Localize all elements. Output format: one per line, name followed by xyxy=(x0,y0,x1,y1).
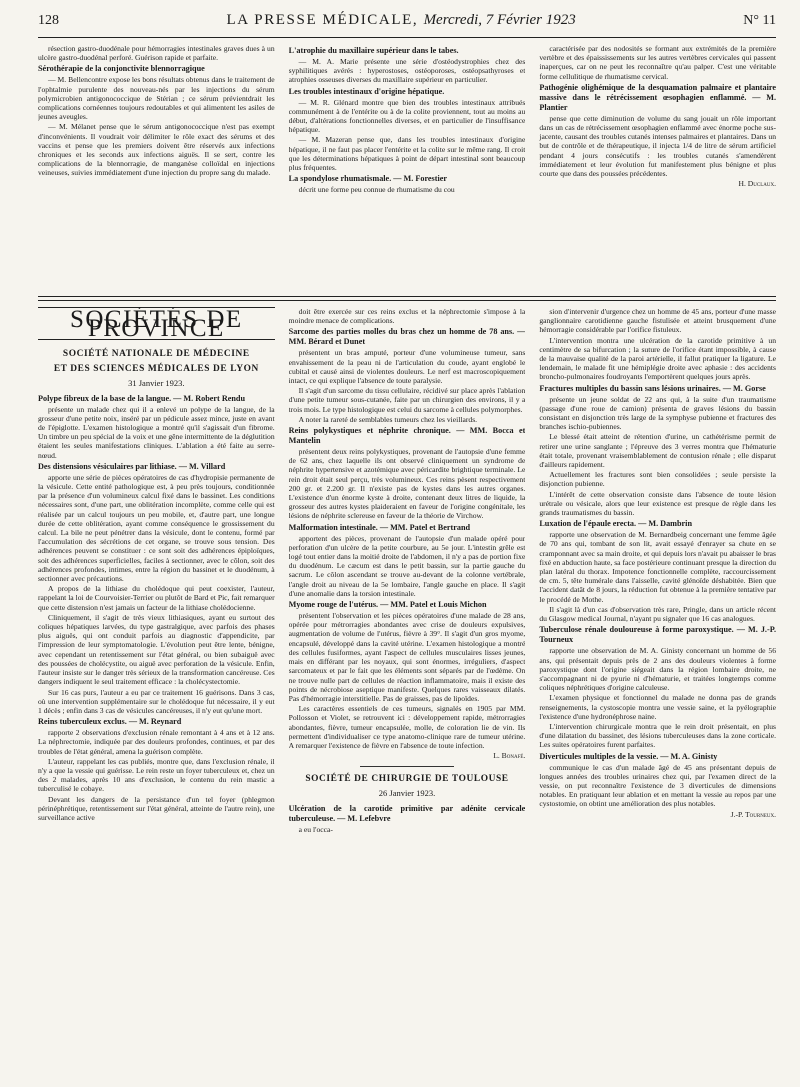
paragraph: présentent deux reins polykystiques, provenant de l'autopsie d'une femme de 62 ans, chez laquelle ils ont observé cliniquement un syndrome de néphrite hypertensive et azotémique avec péricardite brightique terminale. Le rein droit était seul perçu, très volumineux. Ces reins pèsent respectivement 200 gr. et 2.200 gr. Il n'existe pas de kystes dans les autres organes. L'existence d'un énorme kyste à droite, contenant deux litres de liquide, la grosseur des autres kystes plaideraient en faveur de l'origine congénitale, les lésions de néphrite sclereuse en faveur de la théorie de Virchow. xyxy=(288,447,526,521)
paragraph: Les caractères essentiels de ces tumeurs, signalés en 1905 par MM. Pollosson et Violet, se retrouvent ici : développement rapide, métrorragies abondantes, fièvre, tumeur encapsulée, molle, de coloration lie de vin. Ils permettent d'individualiser ce type anatomo-clinique rare de tumeur utérine. A remarquer l'existence de fièvre en l'absence de toute infection. xyxy=(288,704,526,750)
article-heading: Polype fibreux de la base de la langue. — M. Robert Rendu xyxy=(38,393,246,403)
section-banner: SOCIÉTÉS DE PROVINCE xyxy=(38,307,275,340)
bottom-column-2 xyxy=(289,307,526,1087)
article-heading: Malformation intestinale. — MM. Patel et Bertrand xyxy=(288,522,471,532)
society2-date: 26 Janvier 1923. xyxy=(378,788,436,799)
author-signature: H. Duclaux. xyxy=(738,179,776,189)
paragraph: — M. Mazeran pense que, dans les troubles intestinaux d'origine hépatique, il ne faut pas placer l'entérite et la colite sur le même rang. Il croit que les déterminations hépatiques à point de départ intestinal sont beaucoup plus fréquentes. xyxy=(288,135,526,173)
bottom-columns xyxy=(38,307,776,1087)
paragraph: — M. R. Glénard montre que bien des troubles intestinaux attribués communément à de l'entérite ou à de la colite proviennent, tout au moins au début, d'altérations fonctionnelles diverses, et en particulier de l'insuffisance hépatique. xyxy=(288,97,526,135)
journal-name: LA PRESSE MÉDICALE, xyxy=(226,12,419,28)
paragraph: Le blessé était atteint de rétention d'urine, un cathétérisme permit de retirer une urine sanglante ; l'épreuve des 3 verres montra que l'hématurie était totale, provenant vraisemblablement de contusion rénale ; elle disparut d'ailleurs rapidement. xyxy=(539,432,776,470)
bottom-column-3 xyxy=(539,307,776,1087)
column-2-articles-b xyxy=(289,804,526,834)
top-column-3 xyxy=(539,44,776,292)
article-heading: Ulcération de la carotide primitive par adénite cervicale tuberculeuse. — M. Lefebvre xyxy=(288,803,526,823)
column-1-articles xyxy=(38,394,275,823)
article-heading: Des distensions vésiculaires par lithiase. — M. Villard xyxy=(38,461,226,471)
section-separator xyxy=(38,296,776,301)
session-date: 31 Janvier 1923. xyxy=(128,378,185,389)
society2-name: SOCIÉTÉ DE CHIRURGIE DE TOULOUSE xyxy=(305,774,509,785)
paragraph: Cliniquement, il s'agit de très vieux lithiasiques, ayant eu surtout des coliques hépatiques larvées, du type gastralgique, avec parfois des phases plus aiguës, qui ont conduit parfois au diagnostic d'appendicite, par l'impression de leur symptomatologie. L'évolution peut être lente, bénigne, avec cependant un retentissement sur l'état général, ou bien subaiguë avec des poussées de cholécystite, ou aiguë avec perforation de la vésicule. Enfin, l'auteur insiste sur le danger très sérieux de la transformation cancéreuse. Ces dangers indiquent le seul traitement efficace : la cholécystectomie. xyxy=(38,612,275,687)
paragraph: A propos de la lithiase du cholédoque qui peut coexister, l'auteur, rappelant la loi de Courvoisier-Terrier ou plutôt de Bard et Pic, fait remarquer que cette distension n'est jamais un facteur de la lithiase cholédocienne. xyxy=(38,584,275,612)
society-divider xyxy=(360,766,455,767)
paragraph: L'intérêt de cette observation consiste dans l'absence de toute lésion urétrale ou vésicale, alors que leur existence est presque de règle dans les grands traumatismes du bassin. xyxy=(539,489,776,518)
journal-title xyxy=(227,12,576,29)
running-header xyxy=(38,12,776,38)
paragraph: communique le cas d'un malade âgé de 45 ans présentant depuis de longues années des troubles urinaires chez qui, par l'examen direct de la vessie, on put reconnaître l'existence de 3 diverticules de dimensions notables. En pratiquant leur ablation et en mettant la vessie au repos par une cystostomie, on obtint une amélioration des plus notables. xyxy=(539,762,776,809)
society-name-line2: ET DES SCIENCES MÉDICALES DE LYON xyxy=(53,364,259,375)
column-2-articles xyxy=(289,307,526,760)
paragraph: Il s'agit là d'un cas d'observation très rare, Pringle, dans un article récent du Glasgow medical Journal, n'ayant pu signaler que 16 cas analogues. xyxy=(539,604,776,624)
paragraph: présentent l'observation et les pièces opératoires d'une malade de 28 ans, opérée pour métrorragies abondantes avec crise de douleurs expulsives, augmentation de volume de l'utérus, fièvre à 39°. Il s'agit d'un gros myome, encapsulé, développé dans la cavité utérine. L'examen histologique a montré des cellules fusiformes, ayant l'aspect de cellules musculaires lisses jeunes, mais en différant par les noyaux, qui sont énormes, irréguliers, d'aspect sarcomateux et par le fait que les éléments sont séparés par de l'œdème. On ne trouve nulle part de cellules de réaction inflammatoire, mais il existe des points de nécrobiose aseptique manifeste. Quelques rares vaisseaux dilatés. Pas d'hémorragie interstitielle. Pas de graisses, pas de lipoïdes. xyxy=(288,611,526,703)
article-heading: Luxation de l'épaule erecta. — M. Dambrin xyxy=(539,519,692,529)
paragraph: apportent des pièces, provenant de l'autopsie d'un malade opéré pour perforation d'un ulcère de la petite courbure, au 5e jour. L'intestin grêle est logé tout entier dans la moitié droite de l'abdomen, il n'y a pas de portion fixe du duodénum. Le cæcum est dans le petit bassin, sur la partie gauche du sacrum. Le côlon ascendant se trouve au-devant de la colonne vertébrale, l'angle droit au niveau de la 5e lombaire, l'angle gauche en place. Il s'agit d'une anomalie dans la torsion intestinale. xyxy=(288,533,526,598)
society-name-line1: SOCIÉTÉ NATIONALE DE MÉDECINE xyxy=(62,349,250,360)
paragraph: décrit une forme peu connue de rhumatisme du cou xyxy=(298,185,455,195)
paragraph: L'auteur, rappelant les cas publiés, montre que, dans l'exclusion rénale, il n'y a que la vessie qui guérisse. Le rein reste un foyer tuberculeux et, chez un des 2 malades, après 10 ans d'exclusion, le contenu du rein mastic a tuberculisé le cobaye. xyxy=(38,756,275,794)
article-heading: Fractures multiples du bassin sans lésions urinaires. — M. Gorse xyxy=(539,383,766,393)
issue-date: Mercredi, 7 Février 1923 xyxy=(423,12,576,28)
article-heading: Myome rouge de l'utérus. — MM. Patel et Louis Michon xyxy=(288,600,487,610)
top-column-2 xyxy=(289,44,526,292)
paragraph: sion d'intervenir d'urgence chez un homme de 45 ans, porteur d'une masse ganglionnaire carotidienne gauche fistulisée et atteint brusquement d'une hémorragie considérable par l'orifice fistuleux. xyxy=(539,307,776,335)
article-heading: Tuberculose rénale douloureuse à forme paroxystique. — M. J.-P. Tourneux xyxy=(539,625,776,645)
issue-number: N° 11 xyxy=(743,13,776,28)
author-signature: J.-P. Tourneux. xyxy=(730,809,776,819)
paragraph: Actuellement les fractures sont bien consolidées ; seule persiste la disjonction pubienne. xyxy=(539,470,776,489)
article-heading: Sérothérapie de la conjonctivite blennorragique xyxy=(38,64,205,74)
paragraph: rapporte 2 observations d'exclusion rénale remontant à 4 ans et à 12 ans. La néphrectomie, indiquée par des douleurs profondes, continues, et par des troubles de l'état général, amena la guérison complète. xyxy=(38,728,275,756)
article-heading: Diverticules multiples de la vessie. — M. A. Ginisty xyxy=(539,751,718,761)
article-heading: Reins polykystiques et néphrite chronique. — MM. Bocca et Mantelin xyxy=(288,426,526,446)
paragraph: présentent un bras amputé, porteur d'une volumineuse tumeur, sans envahissement de la peau ni de l'articulation du coude, ayant englobé le cubital et causé ainsi de violentes douleurs. Le nerf est macroscopiquement intact, ce qui explique l'absence de toute paralysie. xyxy=(288,348,526,386)
paragraph: rapporte une observation de M. A. Ginisty concernant un homme de 56 ans, qui présentait depuis près de 2 ans des douleurs violentes à forme paroxystique dont l'origine siégeait dans la région lombaire droite, ne s'accompagnant ni de pyurie ni d'hématurie, et traitées longtemps comme coliques néphrétiques d'origine calculeuse. xyxy=(539,646,776,693)
article-heading: Reins tuberculeux exclus. — M. Reynard xyxy=(38,717,182,727)
article-heading: Pathogénie olighémique de la desquamation palmaire et plantaire massive dans le rétrécissement œsophagien enflammé. — M. Plantier xyxy=(539,82,776,112)
top-columns xyxy=(38,38,776,292)
paragraph: — M. A. Marie présente une série d'ostéodystrophies chez des syphilitiques avérés : hyperostoses, ostéoporoses, ostéopsathyroses et atrophies osseuses diverses du maxillaire supérieur en particulier. xyxy=(288,57,526,85)
paragraph: — M. Mélanet pense que le sérum antigonococcique n'est pas exempt d'inconvénients. Il voudrait voir délimiter le rôle exact des sérums et des vaccins et pense que les premiers doivent être réservés aux infections chroniques et les seconds aux infections aiguës. Il se sert, contre les complications de la blennorragie, de manganèse colloïdal en injections veineuses, suivies immédiatement d'une injection du propre sang du malade. xyxy=(38,122,275,178)
paragraph: résection gastro-duodénale pour hémorragies intestinales graves dues à un ulcère gastro-duodénal perforé. Guérison rapide et parfaite. xyxy=(38,44,275,63)
paragraph: doit être exercée sur ces reins exclus et la néphrectomie s'impose à la moindre menace de complications. xyxy=(288,307,526,326)
article-heading: Sarcome des parties molles du bras chez un homme de 78 ans. — MM. Bérard et Dunet xyxy=(288,327,526,347)
paragraph: apporte une série de pièces opératoires de cas d'hydropisie permanente de la vésicule. Cette entité pathologique est, à peu près toujours, conditionnée par la présence d'un volumineux calcul fixé dans le bassinet. Les conditions nécessaires sont, d'une part, une oblitération incomplète, comme celle qui est réalisée par un calcul toujours un peu mobile, et, d'autre part, une longue durée de cette oblitération, ayant comme conséquence le grossissement du calcul. La bile ne peut pénétrer dans la vésicule, dont le contenu, formé par l'accumulation des sécrétions de cet organe, se trouve sous tension. Des adhérences peuvent se constituer : ce sont soit des adhérences épiploïques, soit des adhérences superficielles, faciles à sectionner, avec le côlon, soit des adhérences profondes, intimes, entre la région du bassinet et le duodénum, à sectionner avec précautions. xyxy=(38,472,275,584)
page-number: 128 xyxy=(38,13,59,28)
article-heading: L'atrophie du maxillaire supérieur dans le tabes. xyxy=(288,46,459,55)
paragraph: — M. Bellencontre expose les bons résultats obtenus dans le traitement de l'ophtalmie purulente des nouveau-nés par les injections du sérum polymicrobien antigonococcique de Stérian ; ce sérum prévientdrait les complications cornéennes toujours redoutables et qui alimentent les asiles de jeunes aveugles. xyxy=(38,75,275,122)
paragraph: L'examen physique et fonctionnel du malade ne donna pas de grands renseignements, la cystoscopie montra une vessie saine, et la pyélographie l'existence d'une hydronéphrose naine. xyxy=(539,693,776,721)
paragraph: pense que cette diminution de volume du sang jouait un rôle important dans un cas de rétrécissement œsophagien enflammé avec énorme poche sus-jacente, causant des troubles cutanés intenses palmaires et plantaires. Dans un but de contrôle et de thérapeutique, il injecta 1/4 de litre de sérum artificiel pendant 4 jours consécutifs : les troubles cutanés s'amendèrent immédiatement et leur évolution fut manifestement plus bénigne et plus courte que dans des poussées précédentes. xyxy=(539,113,776,179)
top-column-1 xyxy=(38,44,275,292)
paragraph: a eu l'occa- xyxy=(298,824,333,834)
paragraph: L'intervention montra une ulcération de la carotide primitive à un centimètre de sa bifurcation ; la suture de l'orifice étant impossible, à cause de la mauvaise qualité de la paroi artérielle, il fallut pratiquer la ligature. Le lendemain, le malade fit une hémiplégie droite avec aphasie : des accidents broncho-pulmonaires foudroyants l'emportèrent quelques jours après. xyxy=(539,335,776,382)
author-signature: L. Bonafé. xyxy=(493,751,526,761)
article-heading: La spondylose rhumatismale. — M. Forestier xyxy=(288,174,448,184)
article-heading: Les troubles intestinaux d'origine hépatique. xyxy=(288,86,445,96)
paragraph: rapporte une observation de M. Bernardbeig concernant une femme âgée de 70 ans qui, tombant de son lit, avait essayé d'enrayer sa chute en se cramponnant avec sa main droite, et qui depuis lors n'avait pu abaisser le bras fixé en abduction haute, sa face postérieure continuant presque la direction du plan latéral du thorax. Impotence fonctionnelle complète, raccourcissement de cm. 5, tête humérale dans l'aisselle, cavité glénoïde déshabitée. Bien que l'accident datât de 8 jours, la réduction fut obtenue à la première tentative par le procédé de Mothe. xyxy=(539,530,776,604)
paragraph: Il s'agit d'un sarcome du tissu cellulaire, récidivé sur place après l'ablation d'une petite tumeur sous-cutanée, faite par un chirurgien des environs, il y a trois mois. Le type histologique est celui du sarcome à cellules polymorphes. xyxy=(288,386,526,414)
paragraph: présente un malade chez qui il a enlevé un polype de la langue, de la grosseur d'une petite noix, inséré par un pédicule assez mince, juste en avant de l'épiglotte. L'examen histologique a montré qu'il s'agissait d'un fibrome. Un timbre un peu spécial de la voix et une gêne intermittente de la déglutition étaient les seules manifestations cliniques. L'ablation a été faite au serre-nœud. xyxy=(38,404,275,460)
bottom-column-1 xyxy=(38,307,275,1087)
paragraph: A noter la rareté de semblables tumeurs chez les vieillards. xyxy=(298,414,478,424)
paragraph: caractérisée par des nodosités se formant aux extrémités de la première vertèbre et des épaississements sur les autres vertèbres cervicales qui passent inaperçues, car on ne peut les reconnaître qu'au palper. C'est une véritable forme cellulitique de rhumatisme cervical. xyxy=(539,44,776,81)
paragraph: Sur 16 cas purs, l'auteur a eu par ce traitement 16 guérisons. Dans 3 cas, où une intervention supplémentaire sur le cholédoque fut nécessaire, il y eut 1 décès ; enfin dans 3 cas de vésicules cancéreuses, il n'y eut qu'une mort. xyxy=(38,687,275,715)
paragraph: présente un jeune soldat de 22 ans qui, à la suite d'un traumatisme (passage d'une roue de camion) présenta de graves lésions du bassin consistant en disjonction très large de la symphyse pubienne et fractures des branches ischio-pubiennes. xyxy=(539,394,776,432)
paragraph: Devant les dangers de la persistance d'un tel foyer (phlegmon périnéphrétique, retentissement sur l'état général, atteinte de l'autre rein), une surveillance active xyxy=(38,794,275,822)
paragraph: L'intervention chirurgicale montra que le rein droit présentait, en plus d'une dilatation du bassinet, des lésions tuberculeuses dans la zone corticale. Les suites opératoires furent parfaites. xyxy=(539,721,776,750)
